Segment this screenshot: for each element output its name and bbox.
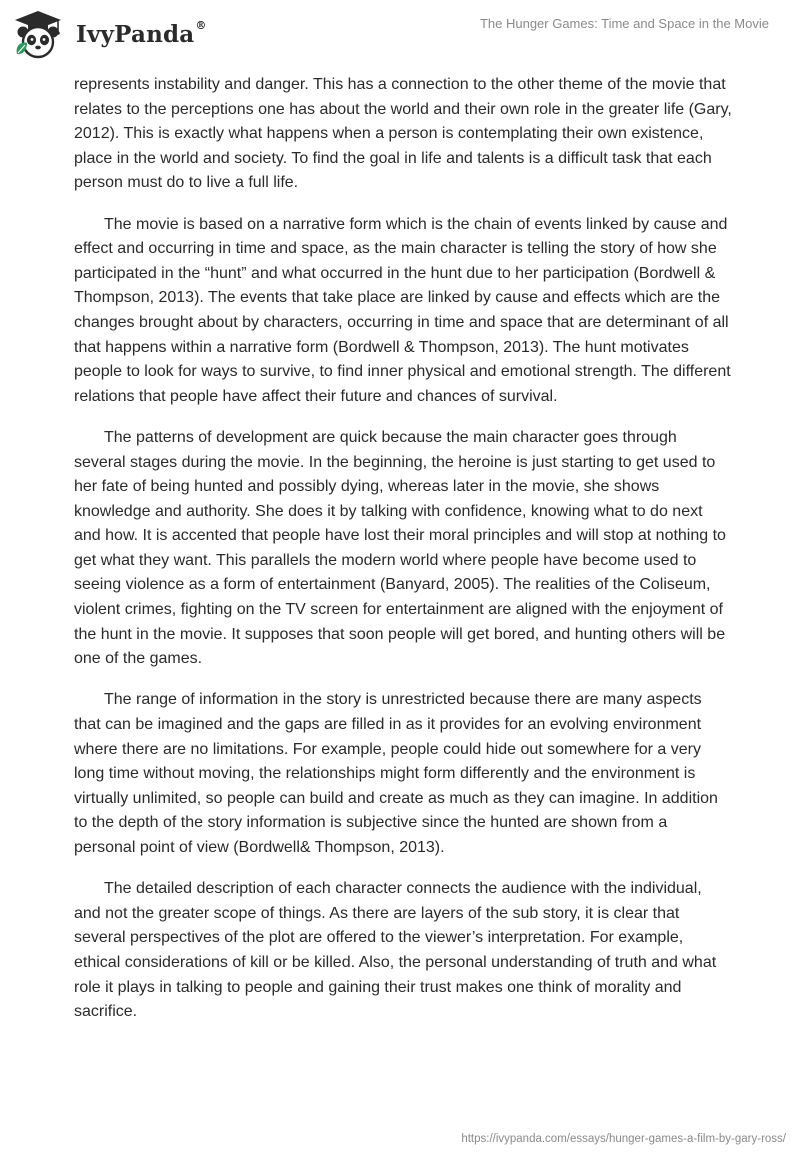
source-url-link[interactable]: https://ivypanda.com/essays/hunger-games-a-film-by-gary-ross/ [461, 1133, 786, 1145]
panda-graduate-icon [12, 8, 64, 60]
essay-body [74, 73, 732, 1041]
registered-mark: ® [195, 18, 207, 32]
paragraph: The detailed description of each character connects the audience with the individual, and not the greater scope of things. As there are layers of the sub story, it is clear that several perspectives of the plot are offered to the viewer’s interpretation. For example, ethical considerations of kill or be killed. Also, the personal understanding of truth and what role it plays in talking to people and gaining their trust makes one think of morality and sacrifice. [74, 880, 717, 1021]
paragraph: The patterns of development are quick because the main character goes through several stages during the movie. In the beginning, the heroine is just starting to get used to her fate of being hunted and possibly dying, whereas later in the movie, she shows knowledge and authority. She does it by talking with confidence, knowing what to do next and how. It is accented that people have lost their moral principles and will stop at nothing to get what they want. This parallels the modern world where people have become used to seeing violence as a form of entertainment (Banyard, 2005). The realities of the Coliseum, violent crimes, fighting on the TV screen for entertainment are aligned with the enjoyment of the hunt in the movie. It supposes that soon people will get bored, and hunting others will be one of the games. [74, 428, 726, 668]
logo-wordmark: IvyPanda® [76, 18, 207, 48]
paragraph: The movie is based on a narrative form which is the chain of events linked by cause and effect and occurring in time and space, as the main character is telling the story of how she participated in the “hunt” and what occurred in the hunt due to her participation (Bordwell & Thompson, 2013). The events that take place are linked by cause and effects which are the changes brought about by characters, occurring in time and space that are determinant of all that happens within a narrative form (Bordwell & Thompson, 2013). The hunt motivates people to look for ways to survive, to find inner physical and emotional strength. The different relations that people have affect their future and chances of survival. [74, 215, 731, 405]
paragraph-continuation: represents instability and danger. This has a connection to the other theme of the movie that relates to the perceptions one has about the world and their own role in the greater life (Gary, 2012). This is exactly what happens when a person is contemplating their own existence, place in the world and society. To find the goal in life and talents is a difficult task that each person must do to live a full life. [74, 76, 732, 192]
ivypanda-logo[interactable] [12, 8, 207, 60]
document-title: The Hunger Games: Time and Space in the Movie [479, 16, 769, 31]
page-header [0, 0, 800, 70]
paragraph: The range of information in the story is unrestricted because there are many aspects that can be imagined and the gaps are filled in as it provides for an evolving environment where there are no limitations. For example, people could hide out somewhere for a very long time without moving, the relationships might form differently and the environment is virtually unlimited, so people can build and create as much as they can imagine. In addition to the depth of the story information is subjective since the hunted are shown from a personal point of view (Bordwell& Thompson, 2013). [74, 691, 718, 856]
